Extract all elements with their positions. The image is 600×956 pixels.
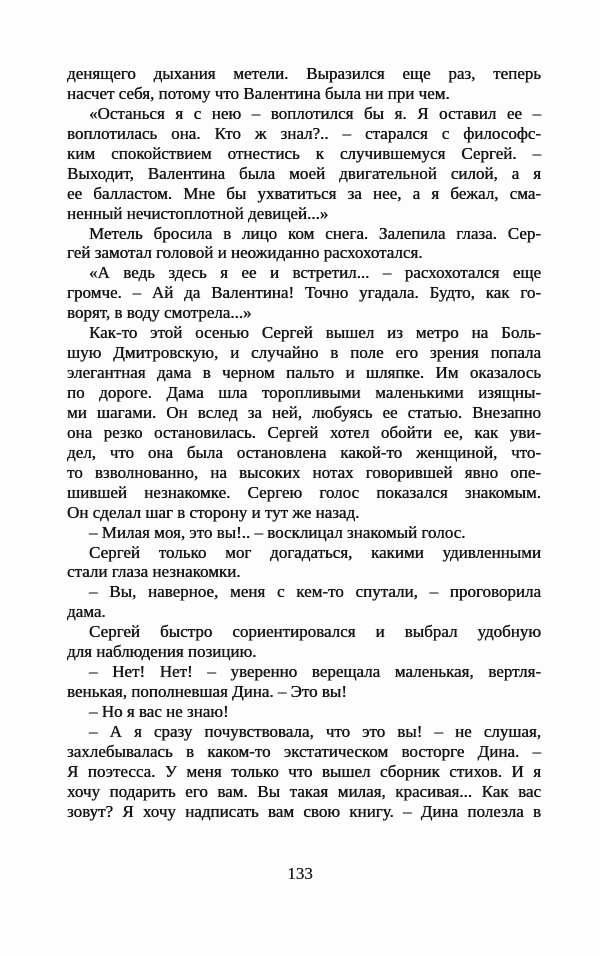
text-line: ее балластом. Мне бы ухватиться за нее, а я бежал, сма- — [67, 183, 541, 203]
text-line: зовут? Я хочу надписать вам свою книгу. – Дина полезла в — [67, 801, 541, 821]
text-line: громче. – Ай да Валентина! Точно угадала. Будто, как го- — [67, 283, 541, 303]
text-line: венькая, пополневшая Дина. – Это вы! — [67, 682, 347, 702]
body-text — [67, 64, 541, 822]
page-number: 133 — [287, 864, 313, 883]
text-line: стали глаза незнакомки. — [67, 562, 241, 582]
text-line: шившей незнакомке. Сергею голос показался знакомым. — [67, 482, 541, 502]
text-line: ким спокойствием отнестись к случившемуся Сергей. – — [67, 143, 541, 163]
text-line: дама. — [67, 602, 106, 622]
text-line: насчет себя, потому что Валентина была ни при чем. — [67, 83, 450, 103]
text-line: – Милая моя, это вы!.. – восклицал знакомый голос. — [89, 522, 466, 542]
text-line: «Останься я с нею – воплотился бы я. Я оставил ее – — [89, 103, 541, 123]
text-line: она резко остановилась. Сергей хотел обойти ее, как уви- — [67, 422, 541, 442]
text-line: Выходит, Валентина была моей двигательной силой, а я — [67, 163, 541, 183]
text-line: для наблюдения позицию. — [67, 642, 257, 662]
text-line: шую Дмитровскую, и случайно в поле его зрения попала — [67, 343, 541, 363]
text-line: ненный нечистоплотной девицей...» — [67, 203, 329, 223]
text-line: захлебывалась в каком-то экстатическом восторге Дина. – — [67, 741, 541, 761]
text-line: по дороге. Дама шла торопливыми маленькими изящны- — [67, 383, 541, 402]
text-line: воплотилась она. Кто ж знал?.. – старался с философс- — [67, 123, 541, 143]
text-line: то взволнованно, на высоких нотах говорившей явно опе- — [67, 462, 541, 482]
text-line: хочу подарить его вам. Вы такая милая, красивая... Как вас — [67, 781, 541, 801]
text-line: Я поэтесса. У меня только что вышел сборник стихов. И я — [67, 761, 541, 781]
text-line: «А ведь здесь я ее и встретил... – расхохотался еще — [89, 263, 541, 283]
text-line: – А я сразу почувствовала, что это вы! – не слушая, — [89, 721, 541, 741]
text-line: Он сделал шаг в сторону и тут же назад. — [67, 502, 360, 522]
text-line: дел, что она была остановлена какой-то женщиной, что- — [67, 442, 541, 462]
text-line: ми шагами. Он вслед за ней, любуясь ее статью. Внезапно — [67, 402, 541, 422]
text-line: Сергей только мог догадаться, какими удивленными — [89, 542, 541, 562]
text-line: – Но я вас не знаю! — [89, 702, 229, 721]
text-line: Метель бросила в лицо ком снега. Залепила глаза. Сер- — [89, 223, 541, 243]
text-line: – Нет! Нет! – уверенно верещала маленькая, вертля- — [89, 662, 541, 682]
text-line: Сергей быстро сориентировался и выбрал удобную — [89, 622, 541, 642]
text-line: ворят, в воду смотрела...» — [67, 303, 252, 323]
text-line: – Вы, наверное, меня с кем-то спутали, – проговорила — [89, 582, 541, 602]
text-line: гей замотал головой и неожиданно расхохотался. — [67, 243, 423, 263]
text-line: Как-то этой осенью Сергей вышел из метро на Боль- — [89, 323, 541, 343]
text-line: денящего дыхания метели. Выразился еще раз, теперь — [67, 64, 541, 83]
text-line: элегантная дама в черном пальто и шляпке. Им оказалось — [67, 363, 541, 383]
